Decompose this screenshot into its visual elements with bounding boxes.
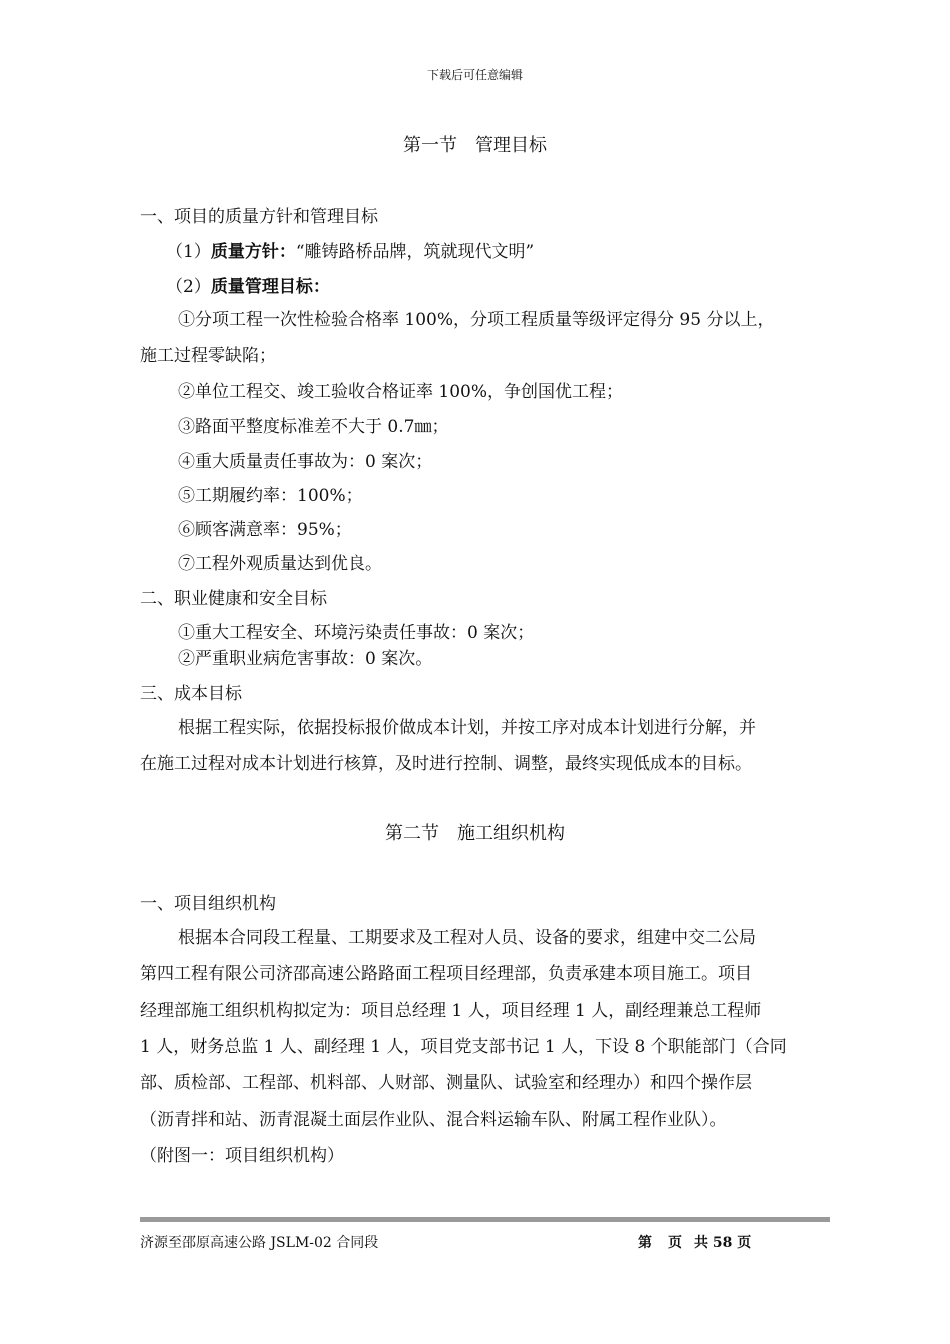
- goal-item-4: ④重大质量责任事故为：0 案次；: [178, 452, 433, 472]
- footer-page-mid: 页: [668, 1235, 682, 1251]
- goal-item-7: ⑦工程外观质量达到优良。: [178, 554, 382, 574]
- cost-paragraph-line-2: 在施工过程对成本计划进行核算，及时进行控制、调整，最终实现低成本的目标。: [140, 754, 752, 774]
- heading-quality-policy: 一、项目的质量方针和管理目标: [140, 207, 378, 227]
- quality-goal-label: 质量管理目标：: [210, 277, 330, 297]
- goal-item-3: ③路面平整度标准差不大于 0.7㎜；: [178, 417, 449, 437]
- heading-health-safety: 二、职业健康和安全目标: [140, 589, 327, 609]
- item-prefix: （2）: [166, 277, 211, 297]
- item-prefix: （1）: [166, 242, 211, 262]
- goal-item-1-cont: 施工过程零缺陷；: [140, 346, 276, 366]
- quality-policy-text: “雕铸路桥品牌，筑就现代文明”: [295, 242, 535, 262]
- goal-item-1: ①分项工程一次性检验合格率 100%，分项工程质量等级评定得分 95 分以上，: [178, 310, 775, 330]
- goal-item-2: ②单位工程交、竣工验收合格证率 100%，争创国优工程；: [178, 382, 624, 402]
- goal-item-6: ⑥顾客满意率：95%；: [178, 520, 352, 540]
- section-title-2: 第二节 施工组织机构: [385, 823, 565, 844]
- org-paragraph-line: 1 人，财务总监 1 人、副经理 1 人，项目党支部书记 1 人，下设 8 个职能部门（合同: [140, 1037, 787, 1057]
- heading-org-structure: 一、项目组织机构: [140, 894, 276, 914]
- goal-item-5: ⑤工期履约率：100%；: [178, 486, 363, 506]
- org-paragraph-line: 第四工程有限公司济邵高速公路路面工程项目经理部，负责承建本项目施工。项目: [140, 964, 752, 984]
- footer-page-prefix: 第: [638, 1235, 652, 1251]
- heading-cost: 三、成本目标: [140, 684, 242, 704]
- org-paragraph-line: 根据本合同段工程量、工期要求及工程对人员、设备的要求，组建中交二公局: [178, 928, 756, 948]
- quality-goal-line: [166, 272, 330, 297]
- quality-policy-label: 质量方针：: [210, 242, 296, 262]
- org-paragraph-line: （附图一：项目组织机构）: [140, 1146, 344, 1166]
- org-paragraph-line: （沥青拌和站、沥青混凝土面层作业队、混合料运输车队、附属工程作业队）。: [140, 1110, 727, 1130]
- org-paragraph-line: 部、质检部、工程部、机料部、人财部、测量队、试验室和经理办）和四个操作层: [140, 1073, 752, 1093]
- footer-project-name: 济源至邵原高速公路 JSLM-02 合同段: [140, 1235, 379, 1251]
- quality-policy-line: [166, 237, 534, 262]
- footer-divider: [140, 1217, 830, 1222]
- org-paragraph-line: 经理部施工组织机构拟定为：项目总经理 1 人，项目经理 1 人，副经理兼总工程师: [140, 1001, 762, 1021]
- safety-item-2: ②严重职业病危害事故：0 案次。: [178, 649, 433, 669]
- page-header-note: 下载后可任意编辑: [426, 68, 523, 82]
- footer-page-total: 共 58 页: [694, 1235, 752, 1251]
- safety-item-1: ①重大工程安全、环境污染责任事故：0 案次；: [178, 623, 535, 643]
- cost-paragraph-line-1: 根据工程实际，依据投标报价做成本计划，并按工序对成本计划进行分解，并: [178, 718, 756, 738]
- section-title-1: 第一节 管理目标: [403, 135, 547, 156]
